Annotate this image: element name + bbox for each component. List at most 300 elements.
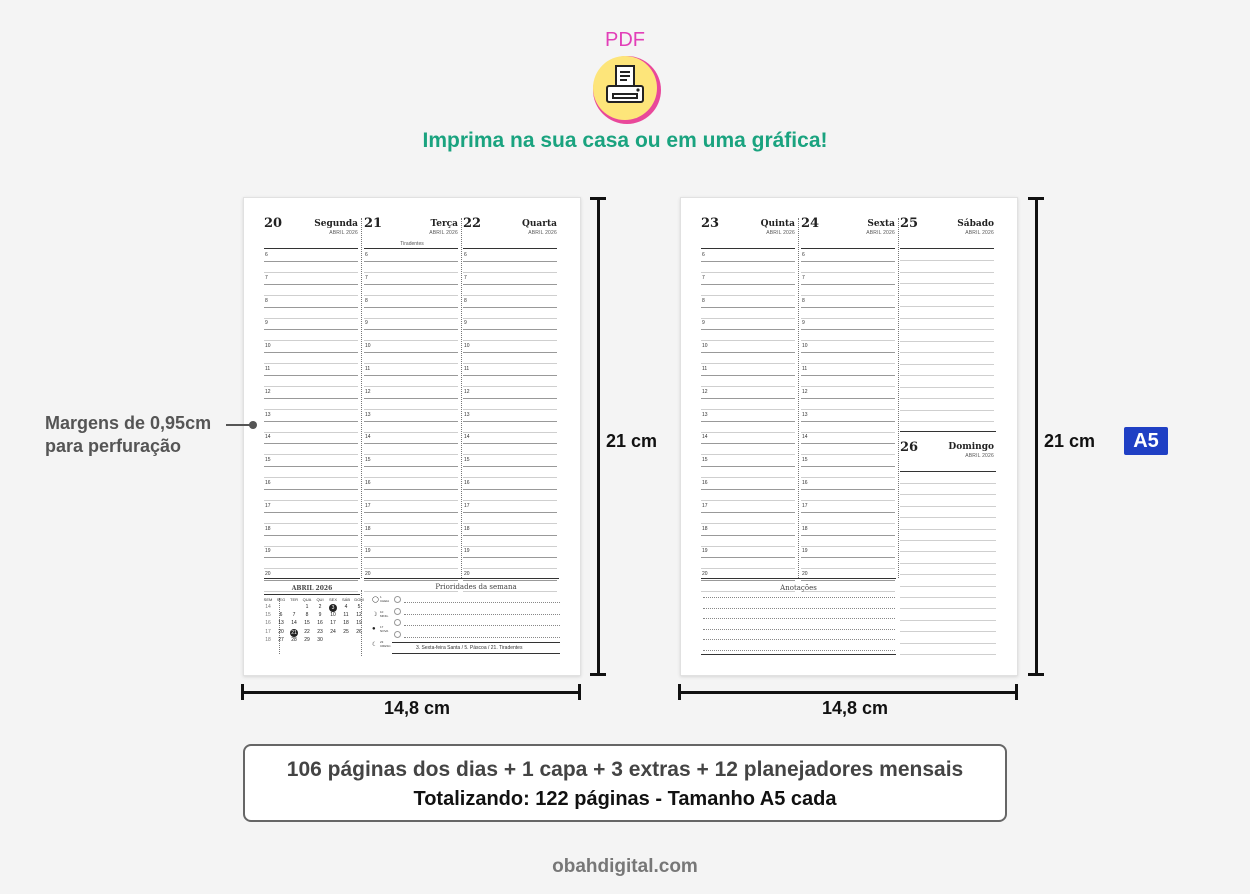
half-hour-line [364, 432, 458, 433]
calendar-day: 6 [279, 612, 283, 619]
day-month: ABRIL 2026 [965, 230, 994, 236]
half-hour-line [264, 568, 358, 569]
hour-line [463, 352, 557, 353]
half-hour-line [264, 386, 358, 387]
calendar-day: 9 [318, 612, 322, 619]
day-month: ABRIL 2026 [965, 453, 994, 459]
calendar-day: 8 [305, 612, 309, 619]
moon-phase-icon: ☾ [372, 642, 378, 648]
hour-line [463, 557, 557, 558]
writing-line [900, 352, 994, 353]
hour-label: 7 [265, 274, 268, 281]
writing-line [900, 494, 996, 495]
hour-label: 13 [365, 411, 371, 418]
half-hour-line [264, 363, 358, 364]
half-hour-line [463, 386, 557, 387]
calendar-day: 16 [317, 620, 323, 627]
mini-calendar-header: SEM [263, 597, 273, 602]
hour-label: 16 [265, 480, 271, 486]
hour-label: 14 [464, 434, 470, 441]
hour-line [701, 398, 795, 399]
priority-checkbox [394, 608, 401, 615]
hour-line [364, 307, 458, 308]
half-hour-line [463, 454, 557, 455]
hour-label: 18 [702, 525, 708, 532]
hour-label: 12 [365, 388, 371, 395]
hour-label: 11 [464, 366, 470, 372]
hour-line [801, 398, 895, 399]
hour-line [364, 261, 458, 262]
half-hour-line [801, 386, 895, 387]
writing-line [900, 540, 996, 541]
half-hour-line [701, 295, 795, 296]
hour-label: 6 [365, 252, 368, 258]
size-badge: A5 [1124, 427, 1168, 455]
notes-line [703, 629, 895, 630]
margin-note [45, 412, 211, 458]
notes-line [703, 650, 895, 651]
writing-line [900, 283, 994, 284]
hour-label: 19 [702, 548, 708, 555]
hour-label: 6 [802, 252, 805, 258]
writing-line [900, 551, 996, 552]
half-hour-line [364, 500, 458, 501]
hour-label: 15 [802, 457, 808, 464]
hour-label: 17 [464, 502, 470, 509]
hour-line [364, 398, 458, 399]
calendar-day: 5 [357, 604, 361, 610]
hour-label: 15 [265, 457, 271, 464]
half-hour-line [264, 295, 358, 296]
half-hour-line [801, 340, 895, 341]
hour-label: 15 [464, 457, 470, 464]
calendar-day: 3 [329, 604, 337, 612]
hour-line [463, 489, 557, 490]
hour-label: 8 [265, 297, 268, 304]
height-dim-line-right [1035, 197, 1038, 676]
half-hour-line [264, 546, 358, 547]
half-hour-line [463, 340, 557, 341]
right-page-preview [680, 197, 1018, 676]
priority-checkbox [394, 596, 401, 603]
half-hour-line [801, 477, 895, 478]
hour-label: 15 [702, 457, 708, 464]
half-hour-line [701, 454, 795, 455]
half-hour-line [364, 454, 458, 455]
calendar-day: 29 [304, 636, 310, 643]
hour-line [264, 580, 358, 581]
writing-line [900, 260, 994, 261]
half-hour-line [364, 363, 458, 364]
holiday-note: Tiradentes [400, 241, 424, 247]
writing-line [900, 318, 994, 319]
day-number: 26 [900, 440, 919, 455]
mini-calendar-header: SÁB [341, 597, 350, 602]
height-dim-cap-bottom [590, 673, 606, 676]
notes-bottom-rule [701, 654, 896, 655]
day-month: ABRIL 2026 [766, 230, 795, 236]
half-hour-line [264, 272, 358, 273]
hour-label: 17 [802, 502, 808, 509]
notes-line [703, 618, 895, 619]
hour-line [801, 352, 895, 353]
calendar-day: 12 [356, 612, 362, 619]
writing-line [900, 620, 996, 621]
hour-line [801, 557, 895, 558]
writing-line [900, 517, 996, 518]
writing-line [900, 586, 996, 587]
hour-label: 16 [464, 480, 470, 486]
half-hour-line [701, 432, 795, 433]
section-rule [364, 578, 559, 579]
hour-line [463, 398, 557, 399]
writing-line [900, 329, 994, 330]
hour-line [801, 512, 895, 513]
width-dim-label: 14,8 cm [384, 698, 451, 718]
hour-line [364, 580, 458, 581]
hour-label: 8 [464, 297, 467, 304]
calendar-day: 10 [330, 612, 336, 619]
hour-label: 17 [702, 502, 708, 509]
hour-line [364, 421, 458, 422]
writing-line [900, 295, 994, 296]
week-number: 18 [265, 636, 271, 643]
height-dim-label-right: 21 cm [1044, 431, 1096, 451]
hour-line [801, 466, 895, 467]
day-number: 21 [364, 216, 383, 231]
mini-calendar-header: QUA [302, 597, 312, 602]
width-dim-cap-right-right [1015, 684, 1018, 700]
mini-calendar-header: QUI [316, 597, 324, 602]
priorities-title: Prioridades da semana [435, 583, 517, 591]
hour-line [801, 580, 895, 581]
half-hour-line [364, 318, 458, 319]
week-number: 14 [265, 604, 271, 610]
mini-calendar-header: TER [290, 597, 298, 602]
calendar-day: 30 [317, 636, 323, 643]
week-number: 17 [265, 628, 271, 635]
half-hour-line [264, 454, 358, 455]
hour-line [364, 284, 458, 285]
hour-line [801, 489, 895, 490]
hour-label: 17 [365, 502, 371, 509]
hour-label: 6 [265, 252, 268, 258]
half-hour-line [701, 523, 795, 524]
hour-label: 17 [265, 502, 271, 509]
hour-label: 12 [702, 388, 708, 395]
hour-label: 16 [802, 480, 808, 486]
half-hour-line [801, 409, 895, 410]
hour-line [701, 580, 795, 581]
hour-line [801, 307, 895, 308]
half-hour-line [463, 272, 557, 273]
moon-phase-label: MING. [380, 614, 389, 618]
hour-line [701, 329, 795, 330]
half-hour-line [364, 386, 458, 387]
calendar-day: 24 [330, 628, 336, 635]
hour-label: 18 [365, 525, 371, 532]
moon-phase-label: CRESC. [380, 644, 392, 648]
hour-label: 13 [702, 411, 708, 418]
week-number: 16 [265, 620, 271, 627]
half-hour-line [701, 340, 795, 341]
holidays-rule-bottom [392, 653, 560, 654]
moon-phase-icon: ☽ [372, 612, 378, 618]
writing-line [900, 375, 994, 376]
hour-line [264, 512, 358, 513]
hour-line [463, 443, 557, 444]
section-rule [264, 578, 360, 579]
hour-label: 20 [365, 571, 371, 578]
day-header-rule [264, 248, 358, 249]
hour-line [463, 261, 557, 262]
half-hour-line [364, 523, 458, 524]
priority-line [404, 637, 560, 638]
day-name: Sábado [957, 219, 994, 229]
notes-line [703, 639, 895, 640]
day-name: Domingo [948, 442, 994, 452]
pdf-label: PDF [605, 29, 645, 51]
hour-label: 6 [464, 252, 467, 258]
mini-calendar-header: DOM [354, 597, 364, 602]
hour-line [264, 466, 358, 467]
hour-line [701, 375, 795, 376]
half-hour-line [364, 546, 458, 547]
calendar-day: 28 [291, 636, 297, 643]
calendar-day: 20 [278, 628, 284, 635]
info-line1: 106 páginas dos dias + 1 capa + 3 extras + 12 planejadores mensais [286, 758, 964, 781]
hour-line [701, 535, 795, 536]
half-hour-line [264, 318, 358, 319]
day-header-rule [364, 248, 458, 249]
mini-calendar-rule [264, 594, 360, 595]
hour-label: 19 [802, 548, 808, 555]
hour-label: 11 [265, 366, 271, 372]
half-hour-line [463, 477, 557, 478]
moon-phase-icon: ● [372, 626, 376, 632]
hour-line [364, 466, 458, 467]
writing-line [900, 410, 994, 411]
half-hour-line [801, 568, 895, 569]
half-hour-line [701, 546, 795, 547]
hour-label: 7 [464, 274, 467, 281]
hour-label: 7 [702, 274, 705, 281]
hour-label: 8 [365, 297, 368, 304]
sunday-block [900, 430, 998, 670]
holidays-footer: 3. Sexta-feira Santa / 5. Páscoa / 21. Tiradentes [416, 645, 523, 651]
day-header-rule [701, 248, 795, 249]
day-month: ABRIL 2026 [429, 230, 458, 236]
hour-label: 16 [702, 480, 708, 486]
half-hour-line [801, 272, 895, 273]
margin-pointer-dot [249, 421, 257, 429]
height-dim-label: 21 cm [606, 431, 658, 451]
hour-line [264, 421, 358, 422]
day-header-rule [900, 471, 996, 472]
hour-label: 11 [365, 366, 371, 372]
margin-note-line1: Margens de 0,95cm [45, 413, 212, 433]
mini-calendar-header: SEG [276, 597, 286, 602]
hour-line [701, 443, 795, 444]
half-hour-line [364, 340, 458, 341]
hour-label: 10 [702, 343, 708, 350]
writing-line [900, 529, 996, 530]
hour-label: 13 [802, 411, 808, 418]
half-hour-line [264, 432, 358, 433]
half-hour-line [364, 568, 458, 569]
width-dim-label-right: 14,8 cm [822, 698, 889, 718]
calendar-day: 23 [317, 628, 323, 635]
half-hour-line [801, 318, 895, 319]
moon-phase-day: 1 [380, 595, 382, 599]
hour-line [463, 375, 557, 376]
height-dim-cap-bottom-right [1028, 673, 1044, 676]
half-hour-line [801, 432, 895, 433]
day-name: Segunda [314, 219, 358, 229]
hour-label: 7 [802, 274, 805, 281]
hour-label: 14 [265, 434, 271, 441]
day-header-rule [801, 248, 895, 249]
info-line2: Totalizando: 122 páginas - Tamanho A5 cada [413, 788, 837, 810]
hour-line [463, 329, 557, 330]
half-hour-line [801, 523, 895, 524]
calendar-moon-divider [361, 590, 362, 656]
hour-label: 10 [464, 343, 470, 350]
hour-line [364, 443, 458, 444]
half-hour-line [701, 272, 795, 273]
day-name: Quarta [522, 219, 557, 229]
calendar-day: 21 [291, 629, 297, 636]
hour-line [264, 284, 358, 285]
half-hour-line [264, 477, 358, 478]
hour-line [701, 466, 795, 467]
hour-line [701, 284, 795, 285]
half-hour-line [463, 295, 557, 296]
writing-line [900, 597, 996, 598]
hour-line [463, 535, 557, 536]
hour-line [463, 307, 557, 308]
hour-line [264, 352, 358, 353]
hour-line [364, 557, 458, 558]
calendar-day: 4 [344, 604, 348, 610]
hour-label: 8 [702, 297, 705, 304]
hour-line [701, 512, 795, 513]
hour-label: 7 [365, 274, 368, 281]
tagline: Imprima na sua casa ou em uma gráfica! [422, 129, 828, 152]
printer-document-icon [603, 64, 647, 108]
calendar-day: 1 [305, 604, 309, 610]
day-header-rule [463, 248, 557, 249]
mini-calendar-title: ABRIL 2026 [291, 585, 333, 592]
hour-line [701, 261, 795, 262]
calendar-day: 11 [343, 612, 349, 619]
info-box [243, 744, 1007, 822]
writing-line [900, 306, 994, 307]
hour-line [264, 307, 358, 308]
column-divider [798, 218, 799, 578]
priority-checkbox [394, 631, 401, 638]
writing-line [900, 574, 996, 575]
moon-phase-icon: ◯ [372, 597, 379, 603]
writing-line [900, 563, 996, 564]
week-number: 15 [265, 612, 271, 619]
hour-label: 11 [702, 366, 708, 372]
hour-line [364, 329, 458, 330]
moon-phase-label: CHEIA [380, 599, 390, 603]
hour-line [364, 512, 458, 513]
hour-label: 19 [464, 548, 470, 555]
writing-line [900, 506, 996, 507]
calendar-day: 25 [343, 628, 349, 635]
hour-label: 16 [365, 480, 371, 486]
half-hour-line [364, 591, 458, 592]
half-hour-line [701, 318, 795, 319]
half-hour-line [364, 477, 458, 478]
hour-label: 18 [265, 525, 271, 532]
day-month: ABRIL 2026 [866, 230, 895, 236]
hour-line [701, 489, 795, 490]
width-dim-cap-right [578, 684, 581, 700]
day-number: 25 [900, 216, 919, 231]
writing-line [900, 483, 996, 484]
hour-line [364, 535, 458, 536]
footer-url[interactable]: obahdigital.com [552, 856, 698, 877]
hour-label: 10 [365, 343, 371, 350]
hour-label: 19 [365, 548, 371, 555]
left-page-preview [243, 197, 581, 676]
hour-label: 20 [464, 571, 470, 578]
half-hour-line [801, 500, 895, 501]
hour-line [264, 489, 358, 490]
notes-title: Anotações [780, 584, 817, 592]
writing-line [900, 272, 994, 273]
sunday-top-rule [900, 431, 996, 432]
hour-line [463, 580, 557, 581]
day-month: ABRIL 2026 [329, 230, 358, 236]
notes-line [703, 597, 895, 598]
moon-phase-day: 23 [380, 640, 384, 644]
calendar-day: 14 [291, 620, 297, 627]
column-divider [361, 218, 362, 578]
calendar-day: 27 [278, 636, 284, 643]
hour-line [463, 466, 557, 467]
hour-label: 9 [265, 320, 268, 327]
hour-label: 12 [464, 388, 470, 395]
printer-badge [593, 56, 661, 124]
half-hour-line [463, 318, 557, 319]
hour-label: 15 [365, 457, 371, 464]
hour-label: 18 [802, 525, 808, 532]
day-name: Quinta [760, 219, 795, 229]
hour-label: 20 [802, 571, 808, 578]
half-hour-line [463, 500, 557, 501]
writing-line [900, 654, 996, 655]
calendar-day: 17 [330, 620, 336, 627]
writing-line [900, 421, 994, 422]
half-hour-line [364, 295, 458, 296]
half-hour-line [364, 409, 458, 410]
half-hour-line [264, 340, 358, 341]
half-hour-line [701, 363, 795, 364]
day-number: 23 [701, 216, 720, 231]
hour-line [701, 307, 795, 308]
hour-line [264, 535, 358, 536]
hour-label: 9 [702, 320, 705, 327]
day-number: 22 [463, 216, 482, 231]
notes-line [703, 608, 895, 609]
hour-line [701, 421, 795, 422]
hour-line [801, 261, 895, 262]
